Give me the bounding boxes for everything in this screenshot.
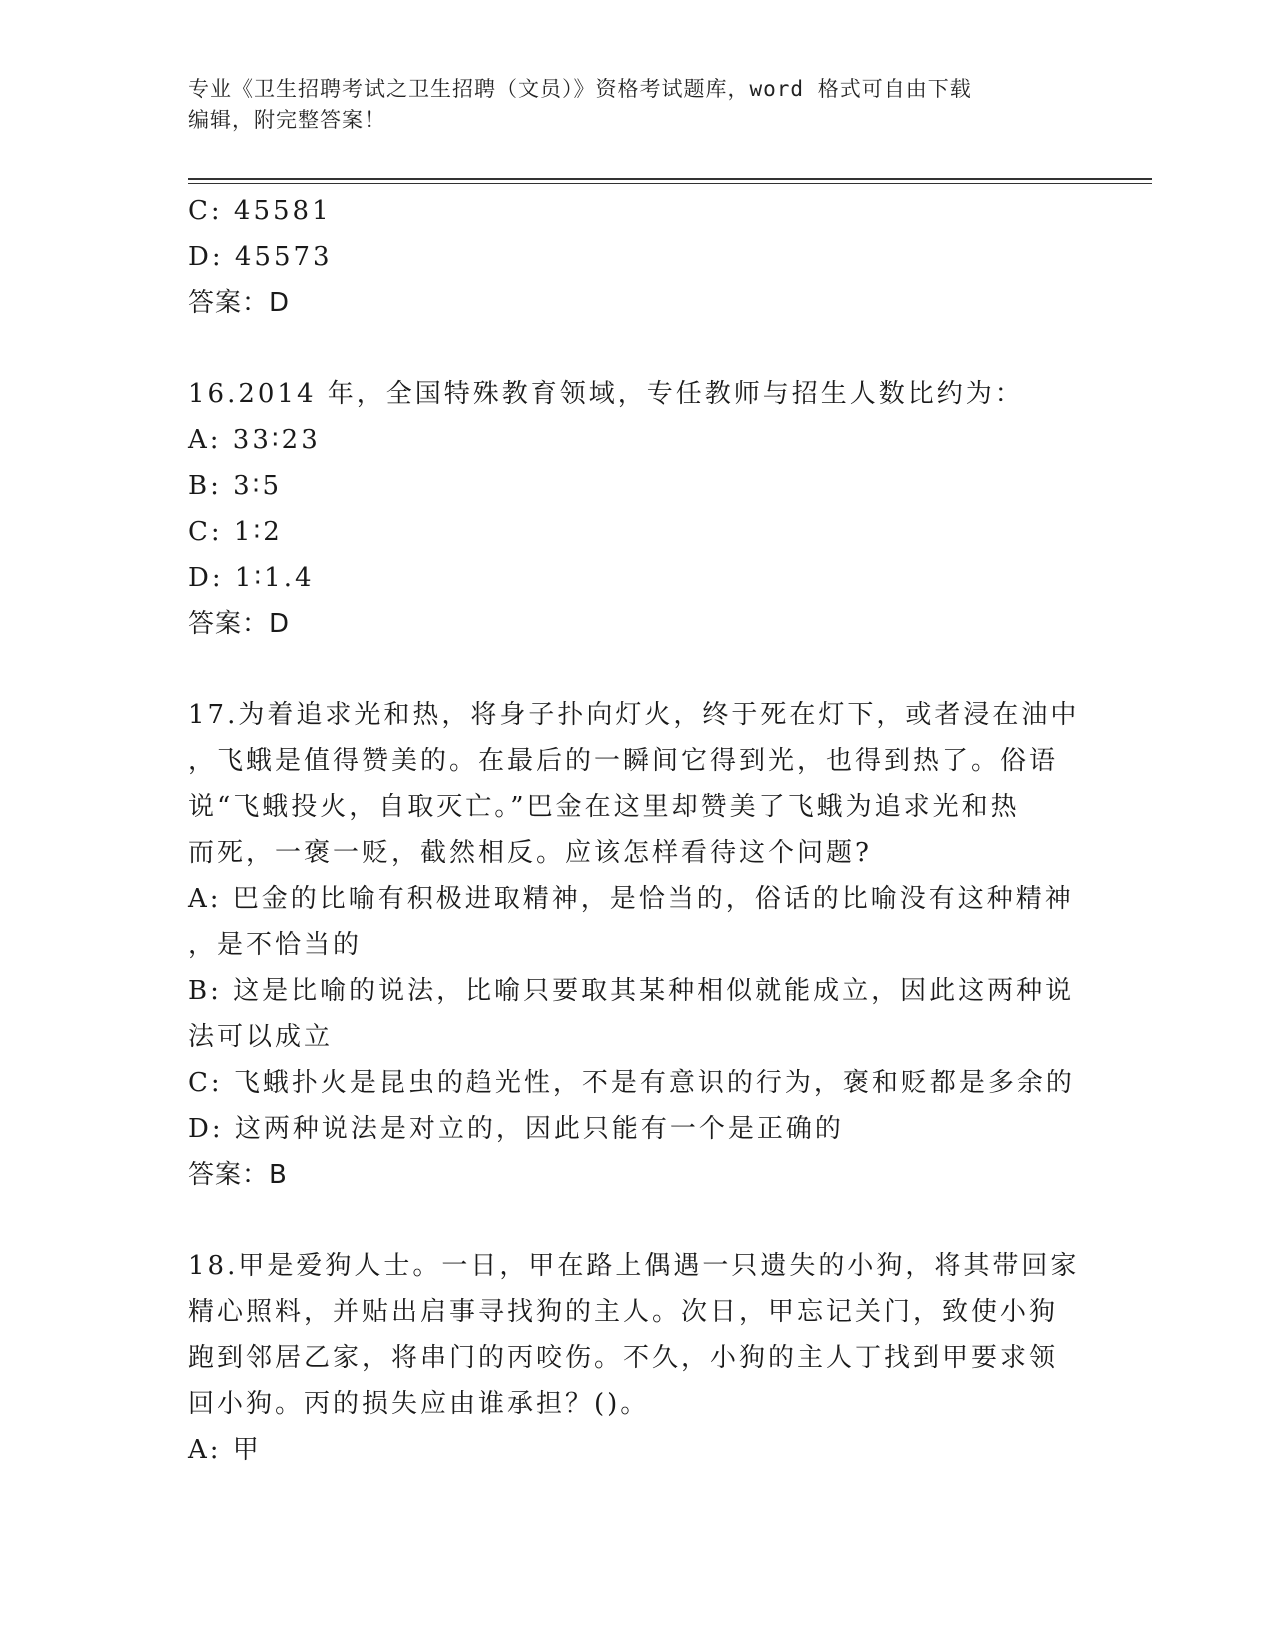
question-17	[188, 692, 1088, 1198]
option-d: D: 这两种说法是对立的，因此只能有一个是正确的	[188, 1114, 844, 1144]
answer: 答案：B	[188, 1160, 288, 1190]
question-stem: 跑到邻居乙家，将串门的丙咬伤。不久，小狗的主人丁找到甲要求领	[188, 1343, 1059, 1373]
question-stem: 说“飞蛾投火，自取灭亡。”巴金在这里却赞美了飞蛾为追求光和热	[188, 792, 1020, 822]
option-a: A: 巴金的比喻有积极进取精神，是恰当的，俗话的比喻没有这种精神	[188, 884, 1074, 914]
question-18	[188, 1243, 1088, 1473]
header-rule-thin	[188, 183, 1152, 184]
option-d: D: 1∶1.4	[188, 563, 315, 593]
question-stem: 回小狗。丙的损失应由谁承担？()。	[188, 1389, 650, 1419]
header-rule-thick	[188, 178, 1152, 180]
question-stem: 16.2014 年，全国特殊教育领域，专任教师与招生人数比约为：	[188, 379, 1024, 409]
option-c: C: 飞蛾扑火是昆虫的趋光性，不是有意识的行为，褒和贬都是多余的	[188, 1068, 1075, 1098]
option-d: D: 45573	[188, 242, 333, 272]
question-stem: 而死，一褒一贬，截然相反。应该怎样看待这个问题?	[188, 838, 872, 868]
page-header	[188, 74, 1088, 136]
header-line-1: 专业《卫生招聘考试之卫生招聘（文员）》资格考试题库，word 格式可自由下载	[188, 77, 972, 101]
option-b: B: 这是比喻的说法，比喻只要取其某种相似就能成立，因此这两种说	[188, 976, 1075, 1006]
option-a: A: 甲	[188, 1435, 262, 1465]
spacer	[188, 647, 1088, 692]
question-16	[188, 371, 1088, 647]
question-stem: 精心照料，并贴出启事寻找狗的主人。次日，甲忘记关门，致使小狗	[188, 1297, 1059, 1327]
option-a-cont: ，是不恰当的	[188, 930, 363, 960]
answer: 答案：D	[188, 609, 291, 639]
spacer	[188, 326, 1088, 371]
question-stem: 17.为着追求光和热，将身子扑向灯火，终于死在灯下，或者浸在油中	[188, 700, 1080, 730]
question-stem: 18.甲是爱狗人士。一日，甲在路上偶遇一只遗失的小狗，将其带回家	[188, 1251, 1080, 1281]
option-c: C: 1∶2	[188, 517, 283, 547]
option-b: B: 3∶5	[188, 471, 282, 501]
spacer	[188, 1198, 1088, 1243]
option-c: C: 45581	[188, 196, 332, 226]
question-content	[188, 188, 1088, 1473]
option-a: A: 33∶23	[188, 425, 321, 455]
prev-question	[188, 188, 1088, 326]
header-line-2: 编辑，附完整答案！	[188, 108, 386, 132]
question-stem: ，飞蛾是值得赞美的。在最后的一瞬间它得到光，也得到热了。俗语	[188, 746, 1059, 776]
answer: 答案：D	[188, 288, 291, 318]
option-b-cont: 法可以成立	[188, 1022, 334, 1052]
